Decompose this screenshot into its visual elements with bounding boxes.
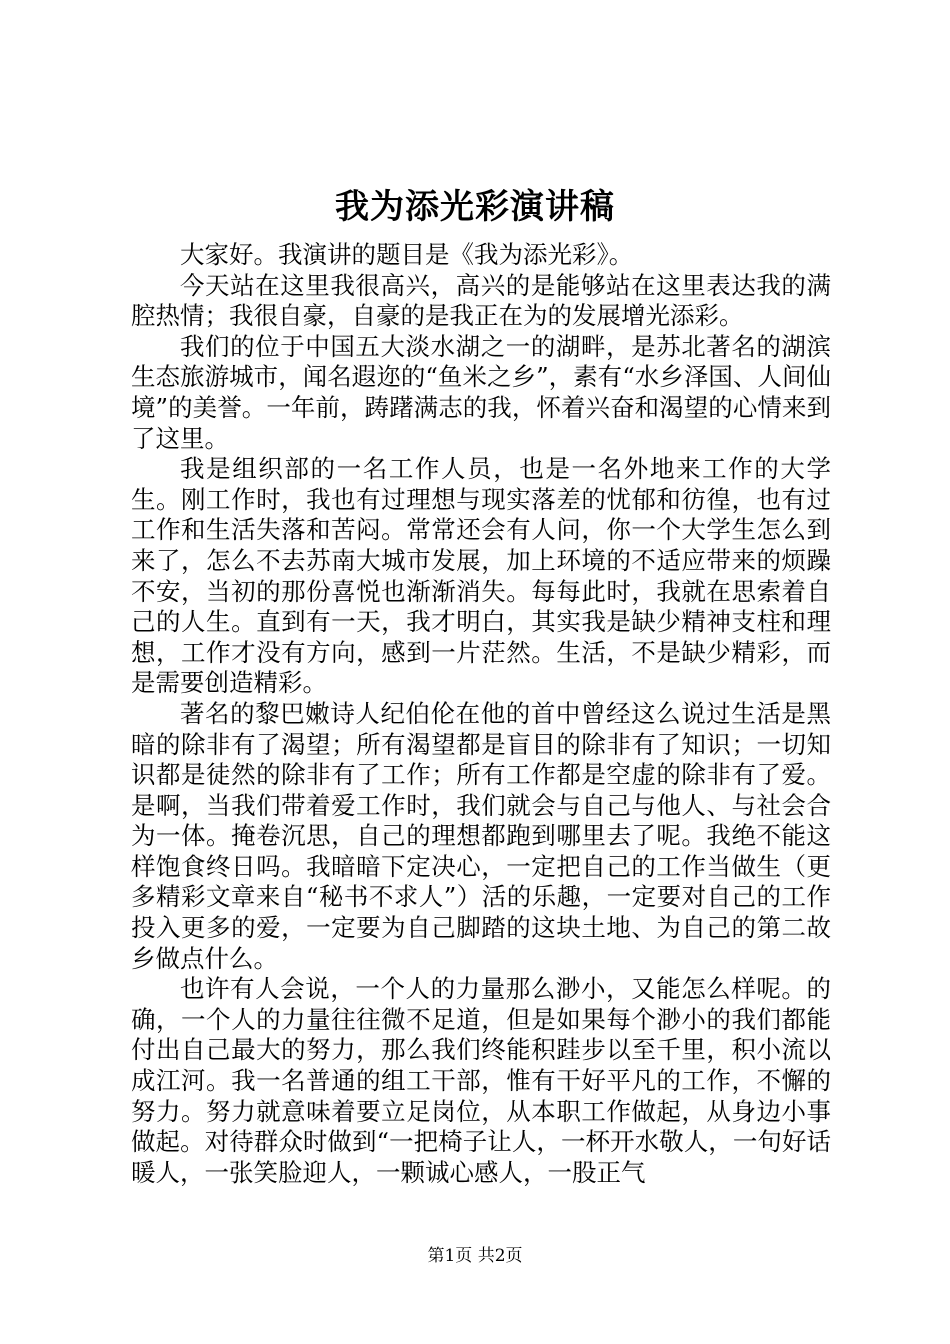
paragraph: 我们的位于中国五大淡水湖之一的湖畔，是苏北著名的湖滨生态旅游城市，闻名遐迩的“鱼米之乡”，素有“水乡泽国、人间仙境”的美誉。一年前，踌躇满志的我，怀着兴奋和渴望的心情来到了这里。 [131, 331, 831, 453]
paragraph: 今天站在这里我很高兴，高兴的是能够站在这里表达我的满腔热情；我很自豪，自豪的是我正在为的发展增光添彩。 [131, 270, 831, 331]
document-title: 我为添光彩演讲稿 [335, 187, 615, 227]
page-footer: 第1页 共2页 [427, 1246, 523, 1266]
paragraph: 也许有人会说，一个人的力量那么渺小，又能怎么样呢。的确，一个人的力量往往微不足道，但是如果每个渺小的我们都能付出自己最大的努力，那么我们终能积跬步以至千里，积小流以成江河。我一名普通的组工干部，惟有干好平凡的工作，不懈的努力。努力就意味着要立足岗位，从本职工作做起，从身边小事做起。对待群众时做到“一把椅子让人，一杯开水敬人，一句好话暖人，一张笑脸迎人，一颗诚心感人，一股正气 [131, 974, 831, 1187]
paragraph: 大家好。我演讲的题目是《我为添光彩》。 [180, 240, 634, 269]
paragraph: 我是组织部的一名工作人员，也是一名外地来工作的大学生。刚工作时，我也有过理想与现实落差的忧郁和彷徨，也有过工作和生活失落和苦闷。常常还会有人问，你一个大学生怎么到来了，怎么不去苏南大城市发展，加上环境的不适应带来的烦躁不安，当初的那份喜悦也渐渐消失。每每此时，我就在思索着自己的人生。直到有一天，我才明白，其实我是缺少精神支柱和理想，工作才没有方向，感到一片茫然。生活，不是缺少精彩，而是需要创造精彩。 [131, 454, 831, 698]
document-body [131, 240, 831, 1188]
paragraph: 著名的黎巴嫩诗人纪伯伦在他的首中曾经这么说过生活是黑暗的除非有了渴望；所有渴望都是盲目的除非有了知识；一切知识都是徒然的除非有了工作；所有工作都是空虚的除非有了爱。是啊，当我们带着爱工作时，我们就会与自己与他人、与社会合为一体。掩卷沉思，自己的理想都跑到哪里去了呢。我绝不能这样饱食终日吗。我暗暗下定决心，一定把自己的工作当做生（更多精彩文章来自“秘书不求人”）活的乐趣，一定要对自己的工作投入更多的爱，一定要为自己脚踏的这块土地、为自己的第二故乡做点什么。 [131, 698, 831, 973]
